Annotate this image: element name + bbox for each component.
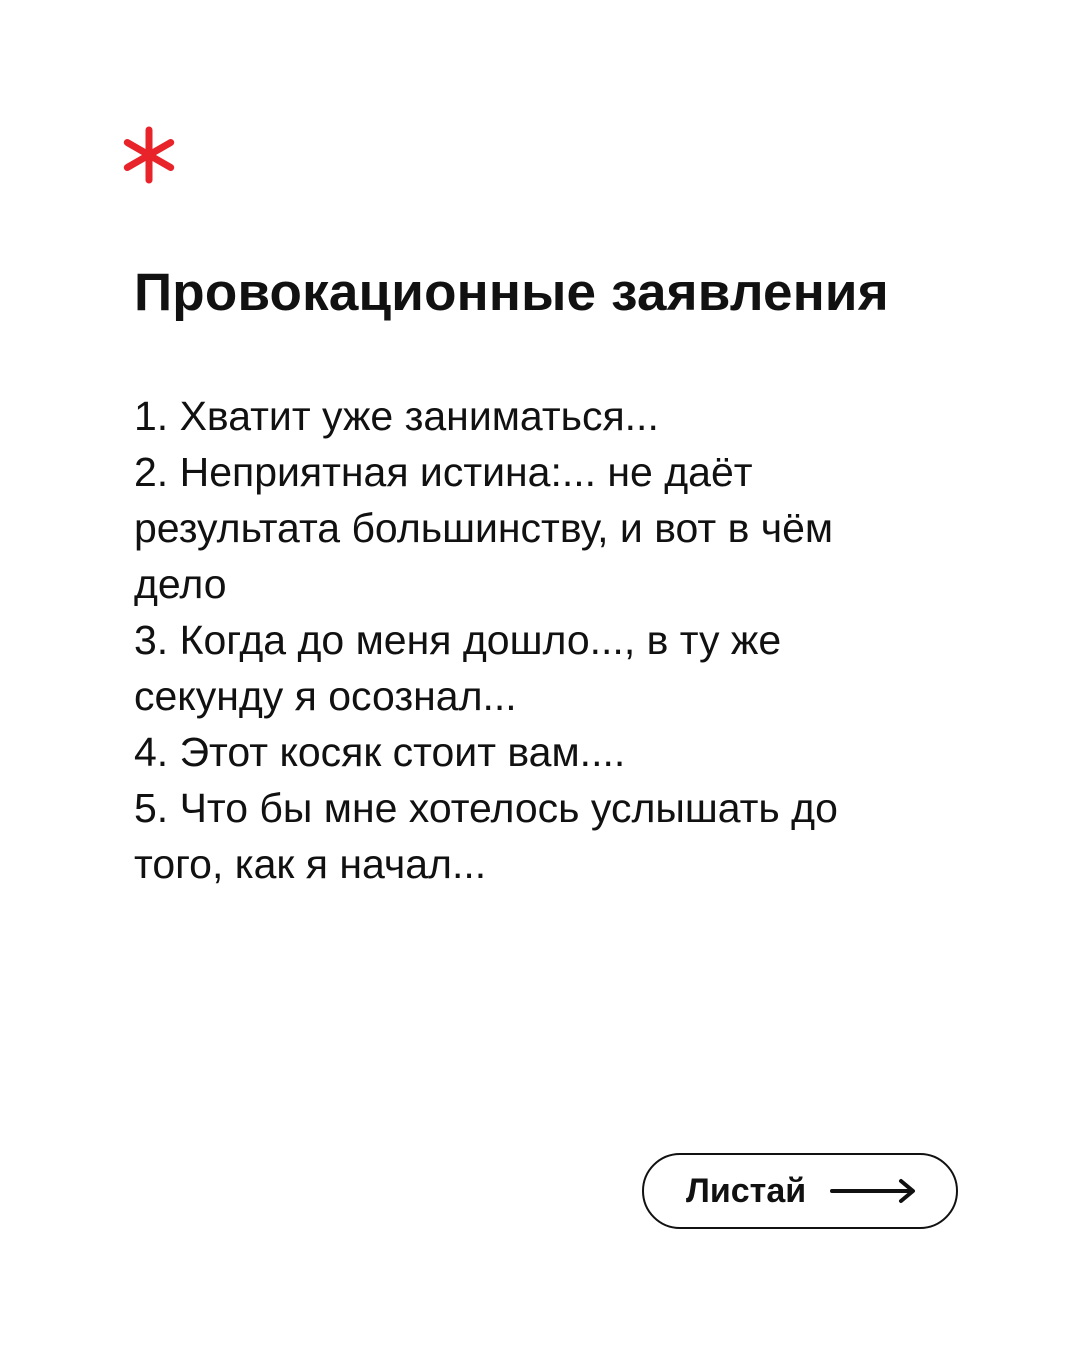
statement-line: того, как я начал... <box>134 841 487 887</box>
page-title: Провокационные заявления <box>134 263 889 322</box>
statement-line: 2. Неприятная истина:... не даёт <box>134 449 753 495</box>
swipe-button-label: Листай <box>686 1172 807 1210</box>
arrow-right-icon <box>830 1177 918 1205</box>
statement-line: дело <box>134 561 227 607</box>
statement-line: 5. Что бы мне хотелось услышать до <box>134 785 838 831</box>
statement-line: 1. Хватит уже заниматься... <box>134 393 659 439</box>
statement-list <box>134 388 964 892</box>
statement-line: секунду я осознал... <box>134 673 517 719</box>
statement-line: 4. Этот косяк стоит вам.... <box>134 729 626 775</box>
asterisk-icon <box>120 126 178 184</box>
swipe-button[interactable] <box>642 1153 958 1229</box>
statement-line: 3. Когда до меня дошло..., в ту же <box>134 617 782 663</box>
statement-line: результата большинству, и вот в чём <box>134 505 834 551</box>
